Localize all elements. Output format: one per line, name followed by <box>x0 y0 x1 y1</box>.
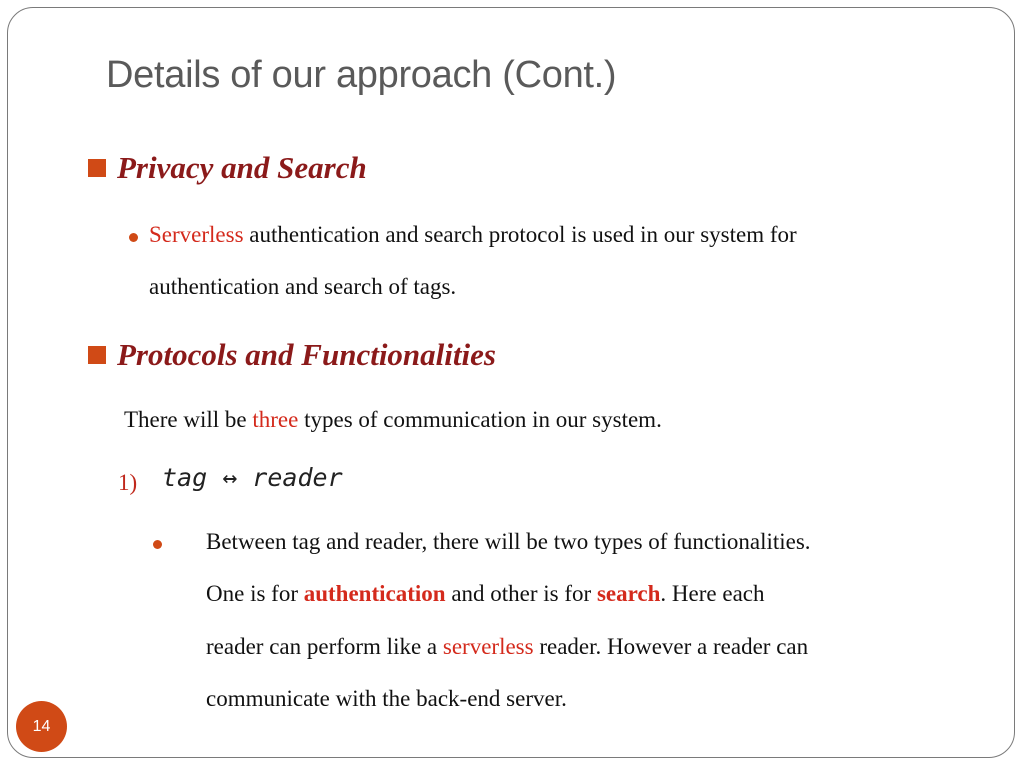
intro-post: types of communication in our system. <box>298 407 662 432</box>
highlight-search: search <box>596 581 661 606</box>
page-number-badge: 14 <box>16 701 67 752</box>
section-heading-privacy <box>88 150 367 186</box>
highlight-serverless: Serverless <box>149 222 244 247</box>
section-heading-text: Protocols and Functionalities <box>117 337 496 372</box>
sub-bullet-line-2 <box>206 581 764 607</box>
highlight-three: three <box>252 407 299 432</box>
square-bullet-icon <box>88 159 106 177</box>
line2-pre: One is for <box>206 581 304 606</box>
line3-pre: reader can perform like a <box>206 634 443 659</box>
sub-bullet-line-3 <box>206 634 808 660</box>
highlight-authentication: authentication <box>303 581 446 606</box>
slide-title: Details of our approach (Cont.) <box>106 54 617 96</box>
line2-post: . Here each <box>660 581 765 606</box>
section-heading-text: Privacy and Search <box>117 150 367 185</box>
sub-bullet-line-1: Between tag and reader, there will be two types of functionalities. <box>206 529 811 554</box>
square-bullet-icon <box>88 346 106 364</box>
formula-tag-reader: tag ↔ reader <box>162 463 343 492</box>
item-number: 1) <box>118 470 138 495</box>
intro-sentence <box>124 407 662 433</box>
section-heading-protocols <box>88 337 496 373</box>
bullet-line-2: authentication and search of tags. <box>149 274 457 299</box>
line2-mid: and other is for <box>445 581 597 606</box>
bullet-line-1 <box>149 222 797 248</box>
sub-bullet-line-4: communicate with the back-end server. <box>206 686 567 711</box>
line3-post: reader. However a reader can <box>533 634 809 659</box>
intro-pre: There will be <box>124 407 253 432</box>
bullet-line-1-rest: authentication and search protocol is used in our system for <box>243 222 797 247</box>
round-bullet-icon <box>153 540 162 549</box>
highlight-serverless-2: serverless <box>442 634 534 659</box>
round-bullet-icon <box>129 233 138 242</box>
